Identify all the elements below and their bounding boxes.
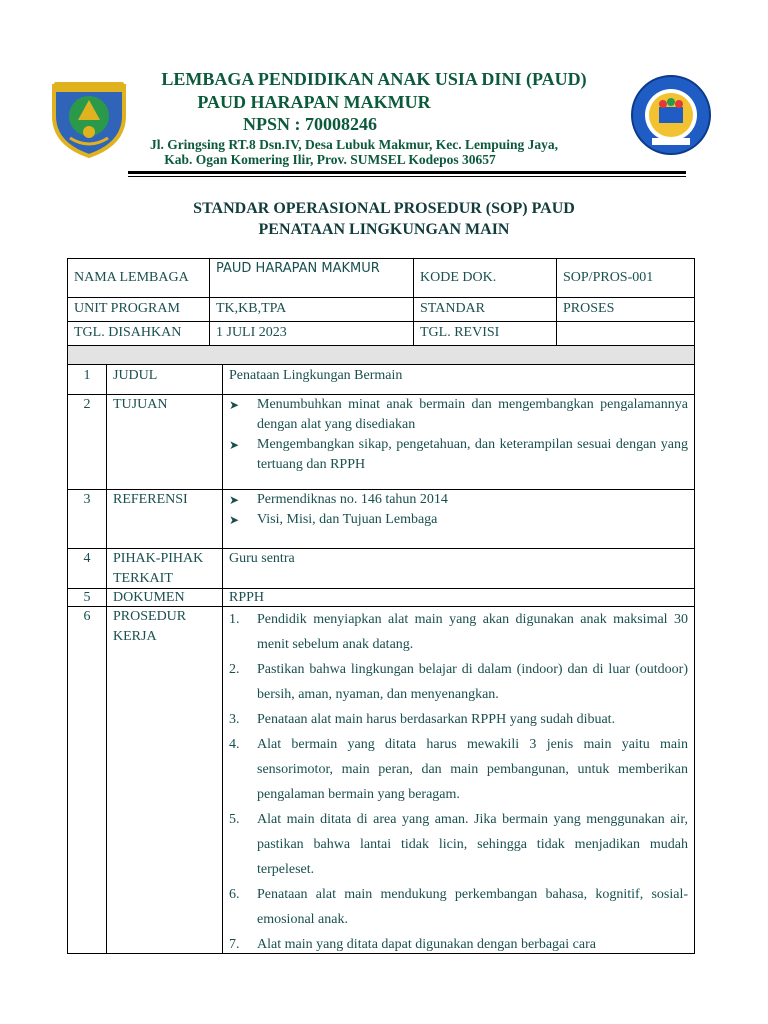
judul-label: JUDUL — [107, 365, 223, 395]
tgl-disahkan-label: TGL. DISAHKAN — [67, 322, 210, 346]
unit-program-value: TK,KB,TPA — [210, 298, 414, 322]
list-number: 1. — [229, 612, 240, 627]
row-number: 5 — [67, 589, 107, 607]
nama-lembaga-label: NAMA LEMBAGA — [67, 258, 210, 298]
nama-lembaga-value: PAUD HARAPAN MAKMUR — [210, 258, 414, 298]
list-item: 4. Alat bermain yang ditata harus mewakili 3 jenis main yaitu main sensorimotor, main peran, dan main pembangunan, untuk memberikan pengalaman bermain yang beragam. — [229, 732, 688, 807]
letterhead-divider-thick — [128, 171, 686, 174]
row-number: 6 — [67, 607, 107, 954]
institution-type-heading: LEMBAGA PENDIDIKAN ANAK USIA DINI (PAUD) — [161, 69, 587, 89]
dokumen-value: RPPH — [223, 589, 695, 607]
letterhead-divider-thin — [128, 176, 686, 177]
list-item: 7. Alat main yang ditata dapat digunakan dengan berbagai cara — [229, 932, 688, 954]
judul-value: Penataan Lingkungan Bermain — [223, 365, 695, 395]
tgl-revisi-value — [557, 322, 695, 346]
kode-dok-value: SOP/PROS-001 — [557, 258, 695, 298]
kode-dok-label: KODE DOK. — [414, 258, 557, 298]
arrowhead-bullet-icon: ➤ — [229, 513, 240, 527]
arrowhead-bullet-icon: ➤ — [229, 493, 240, 507]
list-number: 6. — [229, 887, 240, 902]
list-item: ➤ Visi, Misi, dan Tujuan Lembaga — [229, 510, 688, 530]
npsn-heading: NPSN : 70008246 — [243, 114, 377, 134]
list-number: 5. — [229, 812, 240, 827]
list-number: 3. — [229, 712, 240, 727]
list-item: ➤ Permendiknas no. 146 tahun 2014 — [229, 490, 688, 510]
tgl-revisi-label: TGL. REVISI — [414, 322, 557, 346]
referensi-label: REFERENSI — [107, 490, 223, 549]
list-item: ➤ Menumbuhkan minat anak bermain dan mengembangkan pengalamannya dengan alat yang disediakan — [229, 397, 688, 432]
tgl-disahkan-value: 1 JULI 2023 — [210, 322, 414, 346]
tujuan-label: TUJUAN — [107, 395, 223, 490]
unit-program-label: UNIT PROGRAM — [67, 298, 210, 322]
dokumen-label: DOKUMEN — [107, 589, 223, 607]
list-item: 6. Penataan alat main mendukung perkembangan bahasa, kognitif, sosial-emosional anak. — [229, 882, 688, 932]
address-line-2: Kab. Ogan Komering Ilir, Prov. SUMSEL Kodepos 30657 — [164, 152, 496, 167]
row-number: 4 — [67, 549, 107, 589]
row-number: 3 — [67, 490, 107, 549]
list-item: 5. Alat main ditata di area yang aman. Jika bermain yang menggunakan air, pastikan bahwa lantai tidak licin, sehingga tidak menjadikan mudah terpeleset. — [229, 807, 688, 882]
list-number: 7. — [229, 937, 240, 952]
row-number: 1 — [67, 365, 107, 395]
document-title-line2: PENATAAN LINGKUNGAN MAIN — [258, 221, 510, 238]
standar-label: STANDAR — [414, 298, 557, 322]
pihak-value: Guru sentra — [223, 549, 695, 589]
standar-value: PROSES — [557, 298, 695, 322]
address-line-1: Jl. Gringsing RT.8 Dsn.IV, Desa Lubuk Makmur, Kec. Lempuing Jaya, — [149, 137, 559, 152]
tujuan-list — [223, 395, 695, 490]
list-item: 3. Penataan alat main harus berdasarkan RPPH yang sudah dibuat. — [229, 707, 688, 732]
gray-separator-row — [67, 346, 695, 365]
document-title-line1: STANDAR OPERASIONAL PROSEDUR (SOP) PAUD — [193, 200, 575, 217]
list-item: 1. Pendidik menyiapkan alat main yang akan digunakan anak maksimal 30 menit sebelum anak datang. — [229, 607, 688, 657]
arrowhead-bullet-icon: ➤ — [229, 438, 240, 452]
prosedur-label: PROSEDUR KERJA — [107, 607, 223, 954]
list-item: ➤ Mengembangkan sikap, pengetahuan, dan keterampilan sesuai dengan yang tertuang dan RPPH — [229, 437, 688, 472]
pihak-label: PIHAK-PIHAK TERKAIT — [107, 549, 223, 589]
list-number: 4. — [229, 737, 240, 752]
prosedur-list — [223, 607, 695, 954]
institution-name-heading: PAUD HARAPAN MAKMUR — [197, 92, 431, 112]
referensi-list — [223, 490, 695, 549]
list-number: 2. — [229, 662, 240, 677]
list-item: 2. Pastikan bahwa lingkungan belajar di dalam (indoor) dan di luar (outdoor) bersih, aman, nyaman, dan menyenangkan. — [229, 657, 688, 707]
arrowhead-bullet-icon: ➤ — [229, 398, 240, 412]
row-number: 2 — [67, 395, 107, 490]
